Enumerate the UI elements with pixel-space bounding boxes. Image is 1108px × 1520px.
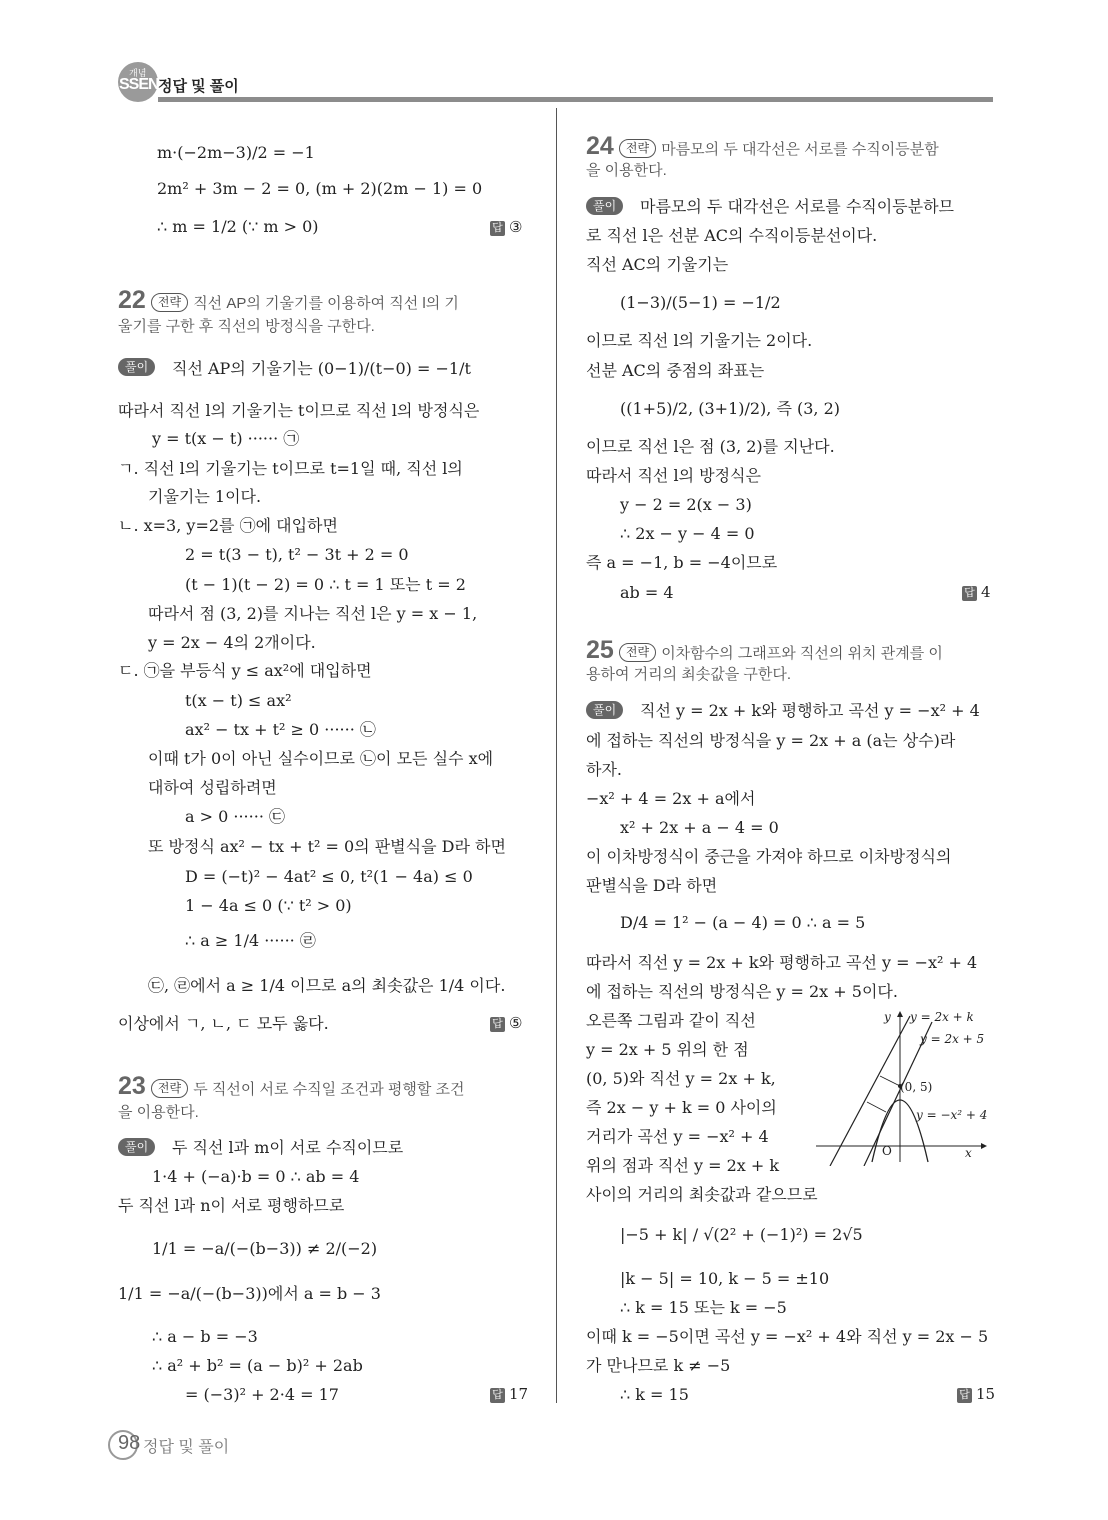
solution-line: ∴ 2x − y − 4 = 0 xyxy=(620,524,755,543)
math-line: ∴ m = 1/2 (∵ m > 0) xyxy=(157,217,319,236)
solution-line: D/4 = 1² − (a − 4) = 0 ∴ a = 5 xyxy=(620,913,866,932)
solution-line: 이때 k = −5이면 곡선 y = −x² + 4와 직선 y = 2x − 5 xyxy=(586,1327,989,1346)
logo-small-text: 개념 xyxy=(129,68,147,78)
solution-line: 따라서 직선 l의 방정식은 xyxy=(586,466,761,485)
solution-line: 두 직선 l과 m이 서로 수직이므로 xyxy=(172,1138,404,1157)
strategy-tag: 전략 xyxy=(151,293,188,312)
solution-line: (1−3)/(5−1) = −1/2 xyxy=(620,293,781,312)
solution-line: ∴ a ≥ 1/4 ······ ㉣ xyxy=(185,931,316,950)
solution-line: 위의 점과 직선 y = 2x + k xyxy=(586,1156,780,1175)
problem-number: 23 xyxy=(118,1072,146,1100)
line-k xyxy=(830,1016,910,1166)
answer-mark: 답 4 xyxy=(962,583,991,601)
solution-line: 2 = t(3 − t), t² − 3t + 2 = 0 xyxy=(185,545,409,564)
solution-line: 직선 AC의 기울기는 xyxy=(586,255,729,274)
solution-line: (t − 1)(t − 2) = 0 ∴ t = 1 또는 t = 2 xyxy=(185,575,466,594)
solution-line: 기울기는 1이다. xyxy=(148,487,262,506)
strategy-text: 용하여 거리의 최솟값을 구한다. xyxy=(586,666,792,683)
strategy-text: 직선 AP의 기울기를 이용하여 직선 l의 기 xyxy=(193,295,459,312)
solution-line: ((1+5)/2, (3+1)/2), 즉 (3, 2) xyxy=(620,399,841,418)
solution-line: 직선 y = 2x + k와 평행하고 곡선 y = −x² + 4 xyxy=(640,701,980,720)
solution-line: ∴ k = 15 xyxy=(620,1385,689,1404)
strategy-tag: 전략 xyxy=(151,1079,188,1098)
page-header-title: 정답 및 풀이 xyxy=(158,78,239,95)
strategy-text: 을 이용한다. xyxy=(586,162,667,179)
solution-line: 이상에서 ㄱ, ㄴ, ㄷ 모두 옳다. xyxy=(118,1014,329,1033)
solution-tag: 풀이 xyxy=(586,197,623,216)
solution-line: 이므로 직선 l의 기울기는 2이다. xyxy=(586,331,813,350)
solution-line: 직선 AP의 기울기는 (0−1)/(t−0) = −1/t xyxy=(172,359,471,378)
solution-line: ㄴ. x=3, y=2를 ㉠에 대입하면 xyxy=(118,516,338,535)
solution-line: −x² + 4 = 2x + a에서 xyxy=(586,789,756,808)
column-divider xyxy=(556,108,557,1403)
solution-line: 1/1 = −a/(−(b−3)) ≠ 2/(−2) xyxy=(152,1239,378,1258)
solution-line: y − 2 = 2(x − 3) xyxy=(620,495,752,514)
solution-line: 따라서 직선 l의 기울기는 t이므로 직선 l의 방정식은 xyxy=(118,401,480,420)
solution-line: |k − 5| = 10, k − 5 = ±10 xyxy=(620,1269,830,1288)
brand-logo xyxy=(118,62,158,102)
strategy-text: 두 직선이 서로 수직일 조건과 평행할 조건 xyxy=(193,1081,465,1098)
problem-number: 22 xyxy=(118,286,146,314)
answer-mark: 답 ③ xyxy=(490,218,522,236)
math-line: m·(−2m−3)/2 = −1 xyxy=(157,143,315,162)
answer-mark: 답 ⑤ xyxy=(490,1014,522,1032)
solution-line: a > 0 ······ ㉢ xyxy=(185,807,285,826)
problem-23-header xyxy=(118,1072,465,1101)
solution-line: D = (−t)² − 4at² ≤ 0, t²(1 − 4a) ≤ 0 xyxy=(185,867,473,886)
strategy-text: 마름모의 두 대각선은 서로를 수직이등분함 xyxy=(661,141,939,158)
problem-25-header xyxy=(586,636,943,665)
solution-tag: 풀이 xyxy=(118,1138,155,1157)
solution-line: 마름모의 두 대각선은 서로를 수직이등분하므 xyxy=(640,197,955,216)
problem-number: 25 xyxy=(586,636,614,664)
solution-line: 거리가 곡선 y = −x² + 4 xyxy=(586,1127,769,1146)
solution-tag: 풀이 xyxy=(118,358,155,377)
solution-line: 이 이차방정식이 중근을 가져야 하므로 이차방정식의 xyxy=(586,847,952,866)
solution-line: 로 직선 l은 선분 AC의 수직이등분선이다. xyxy=(586,226,878,245)
solution-line: 판별식을 D라 하면 xyxy=(586,876,718,895)
solution-line: ㄱ. 직선 l의 기울기는 t이므로 t=1일 때, 직선 l의 xyxy=(118,459,463,478)
problem-22-header xyxy=(118,286,459,315)
solution-line: x² + 2x + a − 4 = 0 xyxy=(620,818,779,837)
solution-line: 대하여 성립하려면 xyxy=(148,778,277,797)
solution-line: 따라서 직선 y = 2x + k와 평행하고 곡선 y = −x² + 4 xyxy=(586,953,978,972)
solution-line: 즉 2x − y + k = 0 사이의 xyxy=(586,1098,777,1117)
solution-tag: 풀이 xyxy=(586,701,623,720)
page-number: 98 xyxy=(118,1432,141,1454)
strategy-tag: 전략 xyxy=(619,139,656,158)
solution-line: 1·4 + (−a)·b = 0 ∴ ab = 4 xyxy=(152,1167,360,1186)
footer-title: 정답 및 풀이 xyxy=(143,1439,230,1456)
distance-segment xyxy=(880,1076,900,1086)
logo-big-text: SSEN xyxy=(119,76,159,93)
solution-line: 이때 t가 0이 아닌 실수이므로 ㉡이 모든 실수 x에 xyxy=(148,749,494,768)
graph-line-k-label: y = 2x + k xyxy=(910,1010,974,1024)
solution-line: t(x − t) ≤ ax² xyxy=(185,691,292,710)
solution-line: 이므로 직선 l은 점 (3, 2)를 지난다. xyxy=(586,437,835,456)
solution-line: ∴ k = 15 또는 k = −5 xyxy=(620,1298,787,1317)
solution-line: y = 2x − 4의 2개이다. xyxy=(148,633,316,652)
solution-line: 가 만나므로 k ≠ −5 xyxy=(586,1356,731,1375)
strategy-text: 을 이용한다. xyxy=(118,1104,199,1121)
strategy-text: 이차함수의 그래프와 직선의 위치 관계를 이 xyxy=(661,645,943,662)
solution-line: 또 방정식 ax² − tx + t² = 0의 판별식을 D라 하면 xyxy=(148,837,506,856)
answer-mark: 답 17 xyxy=(490,1385,528,1403)
solution-line: = (−3)² + 2·4 = 17 xyxy=(185,1385,339,1404)
graph-curve-label: y = −x² + 4 xyxy=(916,1108,988,1122)
solution-line: ab = 4 xyxy=(620,583,674,602)
solution-line: y = 2x + 5 위의 한 점 xyxy=(586,1040,749,1059)
math-line: 2m² + 3m − 2 = 0, (m + 2)(2m − 1) = 0 xyxy=(157,179,483,198)
problem-24-header xyxy=(586,132,939,161)
graph-y-label: y xyxy=(884,1010,891,1024)
header-rule xyxy=(158,97,993,102)
solution-line: 에 접하는 직선의 방정식을 y = 2x + a (a는 상수)라 xyxy=(586,731,956,750)
solution-line: 즉 a = −1, b = −4이므로 xyxy=(586,553,778,572)
solution-line: 하자. xyxy=(586,760,622,779)
graph-origin-label: O xyxy=(882,1144,892,1158)
solution-line: (0, 5)와 직선 y = 2x + k, xyxy=(586,1069,776,1088)
solution-line: ∴ a − b = −3 xyxy=(152,1327,258,1346)
graph-line-5-label: y = 2x + 5 xyxy=(920,1032,985,1046)
solution-line: y = t(x − t) ······ ㉠ xyxy=(152,429,300,448)
solution-line: 오른쪽 그림과 같이 직선 xyxy=(586,1011,756,1030)
strategy-tag: 전략 xyxy=(619,643,656,662)
solution-line: 에 접하는 직선의 방정식은 y = 2x + 5이다. xyxy=(586,982,898,1001)
solution-line: 두 직선 l과 n이 서로 평행하므로 xyxy=(118,1196,345,1215)
distance-segment xyxy=(867,1102,886,1112)
solution-line: |−5 + k| / √(2² + (−1)²) = 2√5 xyxy=(620,1225,863,1244)
strategy-text: 울기를 구한 후 직선의 방정식을 구한다. xyxy=(118,318,375,335)
solution-line: 사이의 거리의 최솟값과 같으므로 xyxy=(586,1185,818,1204)
graph-x-label: x xyxy=(965,1146,972,1160)
solution-line: 선분 AC의 중점의 좌표는 xyxy=(586,361,765,380)
graph-point-label: (0, 5) xyxy=(900,1080,933,1094)
solution-line: ㄷ. ㉠을 부등식 y ≤ ax²에 대입하면 xyxy=(118,661,372,680)
solution-line: ∴ a² + b² = (a − b)² + 2ab xyxy=(152,1356,363,1375)
solution-line: ax² − tx + t² ≥ 0 ······ ㉡ xyxy=(185,720,376,739)
solution-line: ㉢, ㉣에서 a ≥ 1/4 이므로 a의 최솟값은 1/4 이다. xyxy=(148,976,506,995)
answer-mark: 답 15 xyxy=(957,1385,995,1403)
solution-line: 1/1 = −a/(−(b−3))에서 a = b − 3 xyxy=(118,1284,381,1303)
solution-line: 1 − 4a ≤ 0 (∵ t² > 0) xyxy=(185,896,352,915)
problem-number: 24 xyxy=(586,132,614,160)
solution-line: 따라서 점 (3, 2)를 지나는 직선 l은 y = x − 1, xyxy=(148,604,478,623)
